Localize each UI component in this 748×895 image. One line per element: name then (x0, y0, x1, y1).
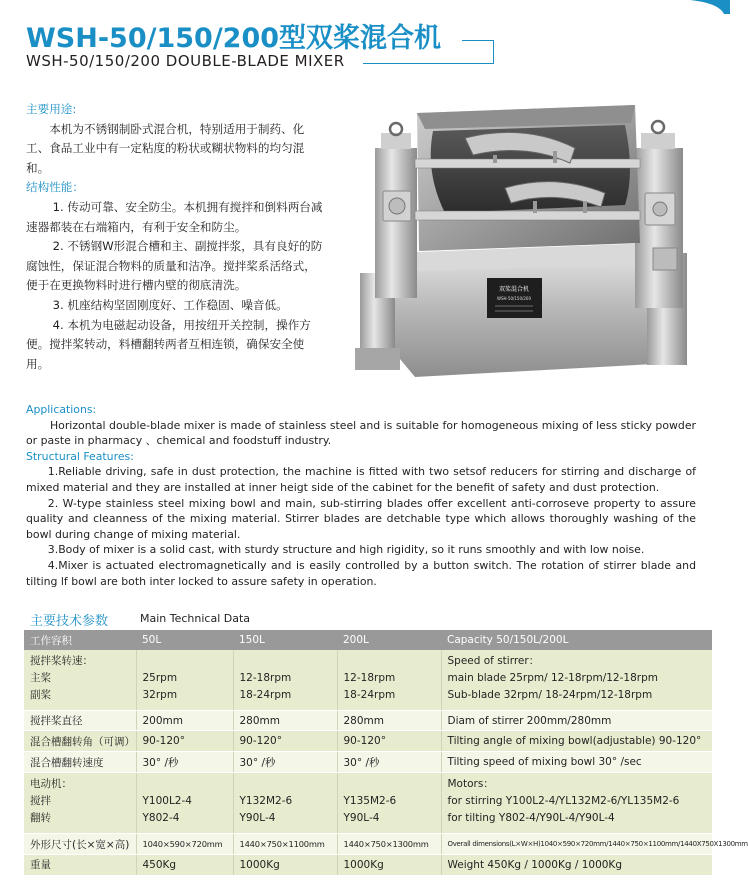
table-cell: Y90L-4 (239, 812, 276, 824)
panel-model: WSH-50/150/200 (497, 296, 531, 301)
motor-label: 电动机： (30, 778, 72, 790)
table-cell: 重量 (24, 855, 136, 875)
feature-en-4: 4.Mixer is actuated electromagnetically and is easily controlled by a button switch. The rotation of stirrer blade and tilting lf bowl are both inter locked to assure safety in operation. (26, 558, 696, 588)
table-cell: Y132M2-6 (239, 795, 293, 807)
table-row (24, 650, 712, 711)
structure-heading: 结构性能： (26, 180, 84, 195)
header-cell: 工作容积 (24, 630, 136, 650)
title-rule-top (462, 40, 494, 41)
main-label: 主桨 (30, 672, 51, 684)
title-rule-vertical (493, 40, 494, 64)
table-cell: 280mm (233, 711, 337, 731)
feature-item-4: 4. 本机为电磁起动设备，用按纽开关控制，操作方便。搅拌桨转动，料槽翻转两者互相连锁，确保安全使用。 (26, 317, 311, 371)
table-header-row (24, 630, 712, 650)
feature-item-2: 2. 不锈钢W形混合槽和主、副搅拌浆，具有良好的防腐蚀性，保证混合物料的质量和洁净。搅拌桨系活络式，便于在更换物料时进行槽内壁的彻底清洗。 (26, 239, 323, 293)
corner-decoration (690, 0, 730, 14)
usage-text: 本机为不锈钢制卧式混合机，特别适用于制药、化工、食品工业中有一定粘度的粉状或糊状物料的均匀混和。 (26, 121, 305, 175)
table-row (24, 855, 712, 875)
applications-heading: Applications: (26, 403, 97, 416)
feature-item-3: 3. 机座结构坚固刚度好、工作稳固、噪音低。 (52, 297, 288, 312)
table-cell: Tilting speed of mixing bowl 30° /sec (441, 752, 712, 773)
structural-heading: Structural Features: (26, 449, 134, 463)
feature-en-2: 2. W-type stainless steel mixing bowl and main, sub-stirring blades offer excellent anti-corroseve property to assure quality and cleanness of the mixing material. Stirrer blades are detchable type which allows thoroughly washing of the bowl during change of mixing material. (26, 496, 696, 541)
table-cell: 90-120° (337, 731, 441, 752)
table-cell: 280mm (337, 711, 441, 731)
table-cell: 25rpm (142, 672, 178, 684)
table-cell: 外形尺寸(长×宽×高) (24, 834, 136, 855)
spec-heading-en: Main Technical Data (140, 612, 251, 625)
english-description (26, 402, 696, 589)
table-cell: Weight 450Kg / 1000Kg / 1000Kg (441, 855, 712, 875)
table-cell: Speed of stirrer： (447, 655, 540, 667)
table-cell: 30° /秒 (337, 752, 441, 773)
table-cell: main blade 25rpm/ 12-18rpm/12-18rpm (447, 672, 658, 684)
table-cell: Sub-blade 32rpm/ 18-24rpm/12-18rpm (447, 689, 653, 701)
table-cell: 90-120° (136, 731, 233, 752)
spec-heading-cn: 主要技术参数 (30, 614, 109, 629)
table-cell: Y100L2-4 (142, 795, 192, 807)
table-cell: 200mm (136, 711, 233, 731)
stir-label: 搅拌桨转速： (30, 655, 93, 667)
table-row (24, 731, 712, 752)
feature-en-3: 3.Body of mixer is a solid cast, with sturdy structure and high rigidity, so it runs smoothly and with low noise. (47, 543, 645, 557)
motor-tilt-label: 翻转 (30, 812, 51, 824)
table-cell: for tilting Y802-4/Y90L-4/Y90L-4 (447, 812, 615, 824)
table-cell: Y90L-4 (343, 812, 380, 824)
table-cell: Y802-4 (142, 812, 180, 824)
table-cell: 混合槽翻转角（可调） (24, 731, 136, 752)
table-cell: 1440×750×1100mm (233, 834, 337, 855)
table-row (24, 834, 712, 855)
table-cell: 90-120° (233, 731, 337, 752)
table-cell: 18-24rpm (239, 689, 292, 701)
header-cell: 50L (136, 630, 233, 650)
table-cell: 32rpm (142, 689, 178, 701)
header-cell: 150L (233, 630, 337, 650)
table-row (24, 711, 712, 731)
table-cell: Tilting angle of mixing bowl(adjustable) 90-120° (441, 731, 712, 752)
page-title: WSH-50/150/200型双桨混合机 (26, 23, 442, 54)
table-cell: Diam of stirrer 200mm/280mm (441, 711, 712, 731)
feature-en-1: 1.Reliable driving, safe in dust protection, the machine is fitted with two setsof reducers for stirring and discharge of mixed material and they are installed at inner heigt side of the cabinet for the benefit of safety and dust protection. (26, 465, 696, 494)
table-cell: 搅拌桨直径 (24, 711, 136, 731)
table-cell: 450Kg (136, 855, 233, 875)
table-cell: 12-18rpm (239, 672, 292, 684)
title-rule (363, 63, 493, 64)
usage-heading: 主要用途: (26, 102, 77, 116)
header-cell: 200L (337, 630, 441, 650)
header-cell: Capacity 50/150L/200L (441, 630, 712, 650)
table-row (24, 773, 712, 834)
chinese-description (26, 100, 326, 374)
table-cell: 混合槽翻转速度 (24, 752, 136, 773)
table-cell: 18-24rpm (343, 689, 396, 701)
motor-stir-label: 搅拌 (30, 795, 51, 807)
sub-label: 副桨 (30, 689, 51, 701)
table-row (24, 752, 712, 773)
table-cell: 1040×590×720mm (136, 834, 233, 855)
table-cell: Y135M2-6 (343, 795, 397, 807)
table-cell: for stirring Y100L2-4/YL132M2-6/YL135M2-6 (447, 795, 680, 807)
applications-text: Horizontal double-blade mixer is made of stainless steel and is suitable for homogeneous mixing of less sticky powder or paste in pharmacy 、chemical and foodstuff industry. (26, 418, 696, 448)
table-cell: 1440×750×1300mm (337, 834, 441, 855)
table-cell: 30° /秒 (136, 752, 233, 773)
page-subtitle: WSH-50/150/200 DOUBLE-BLADE MIXER (26, 52, 345, 70)
table-cell: 1000Kg (233, 855, 337, 875)
table-cell: 30° /秒 (233, 752, 337, 773)
feature-item-1: 1. 传动可靠、安全防尘。本机拥有搅拌和倒料两台减 速器都装在右端箱内，有利于安全和防尘。 (26, 199, 323, 234)
table-cell: Motors： (447, 778, 494, 790)
table-cell: 12-18rpm (343, 672, 396, 684)
table-cell: Overall dimensions(L×W×H)1040×590×720mm/1440×750×1100mm/1440X750X1300mm (441, 834, 712, 855)
spec-table (24, 630, 748, 875)
panel-title: 双桨混合机 (498, 286, 530, 293)
mixer-machine-image (355, 93, 695, 383)
table-cell: 1000Kg (337, 855, 441, 875)
